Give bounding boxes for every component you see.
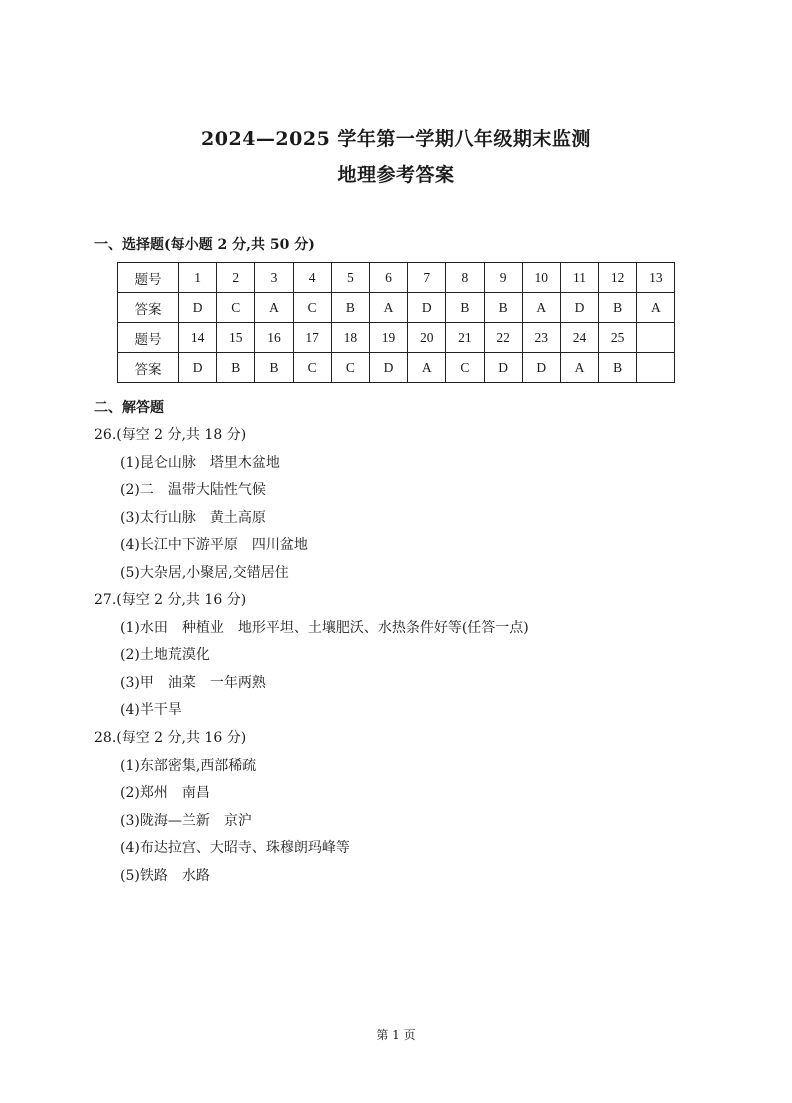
answer-cell: A	[522, 293, 560, 323]
row-label-number: 题号	[118, 323, 179, 353]
answer-cell: A	[408, 353, 446, 383]
answer-cell: D	[369, 353, 407, 383]
answer-line: (4)布达拉宫、大昭寺、珠穆朗玛峰等	[120, 840, 350, 856]
answer-cell: A	[637, 293, 675, 323]
question-number-cell: 16	[255, 323, 293, 353]
question-label: 26.(每空 2 分,共 18 分)	[94, 427, 247, 443]
question-number-cell: 14	[179, 323, 217, 353]
question-number-cell: 22	[484, 323, 522, 353]
question-number-cell: 13	[637, 263, 675, 293]
question-number-cell: 17	[293, 323, 331, 353]
question-label: 27.(每空 2 分,共 16 分)	[94, 592, 247, 608]
document-title: 2024—2025 学年第一学期八年级期末监测	[201, 128, 591, 150]
answer-line: (1)水田 种植业 地形平坦、土壤肥沃、水热条件好等(任答一点)	[120, 619, 529, 636]
answer-cell: D	[522, 353, 560, 383]
answer-line: (3)甲 油菜 一年两熟	[120, 674, 266, 691]
answer-line: (1)昆仑山脉 塔里木盆地	[120, 454, 280, 471]
answer-line: (2)郑州 南昌	[120, 785, 210, 801]
question-number-cell: 8	[446, 263, 484, 293]
answer-cell: C	[293, 293, 331, 323]
question-label: 28.(每空 2 分,共 16 分)	[94, 730, 247, 746]
document-subtitle: 地理参考答案	[337, 164, 455, 186]
table-row-numbers	[118, 323, 675, 353]
question-number-cell: 21	[446, 323, 484, 353]
table-row-answers	[118, 353, 675, 383]
row-label-number: 题号	[118, 263, 179, 293]
question-number-cell: 6	[369, 263, 407, 293]
question-number-cell: 20	[408, 323, 446, 353]
question-number-cell: 10	[522, 263, 560, 293]
answer-cell: B	[446, 293, 484, 323]
table-row-numbers	[118, 263, 675, 293]
row-label-answer: 答案	[118, 293, 179, 323]
page-number: 第 1 页	[376, 1028, 416, 1042]
row-label-answer: 答案	[118, 353, 179, 383]
answer-line: (2)土地荒漠化	[120, 647, 210, 663]
answer-cell: B	[484, 293, 522, 323]
answer-cell: A	[560, 353, 598, 383]
answer-line: (3)陇海—兰新 京沪	[120, 812, 252, 829]
answer-cell: B	[599, 293, 637, 323]
question-number-cell: 11	[560, 263, 598, 293]
question-number-cell: 5	[331, 263, 369, 293]
answer-cell: A	[369, 293, 407, 323]
answer-cell: C	[217, 293, 255, 323]
question-number-cell: 2	[217, 263, 255, 293]
question-number-cell: 25	[599, 323, 637, 353]
question-number-cell: 4	[293, 263, 331, 293]
answer-line: (1)东部密集,西部稀疏	[120, 757, 257, 774]
answer-line: (3)太行山脉 黄土高原	[120, 509, 266, 526]
question-number-cell: 18	[331, 323, 369, 353]
section-heading-answers: 二、解答题	[94, 400, 164, 416]
answer-cell: D	[179, 293, 217, 323]
answer-cell: B	[331, 293, 369, 323]
answer-cell: C	[446, 353, 484, 383]
answer-line: (2)二 温带大陆性气候	[120, 482, 266, 498]
answer-cell: D	[484, 353, 522, 383]
question-number-cell: 1	[179, 263, 217, 293]
answer-cell: B	[599, 353, 637, 383]
question-number-cell: 19	[369, 323, 407, 353]
answer-cell: D	[408, 293, 446, 323]
answer-cell: C	[293, 353, 331, 383]
question-number-cell: 15	[217, 323, 255, 353]
answer-cell	[637, 353, 675, 383]
answer-line: (4)半干旱	[120, 702, 182, 718]
answer-cell: C	[331, 353, 369, 383]
answer-line: (5)大杂居,小聚居,交错居住	[120, 564, 289, 581]
question-number-cell: 7	[408, 263, 446, 293]
answer-cell: D	[560, 293, 598, 323]
section-heading-choice: 一、选择题(每小题 2 分,共 50 分)	[94, 237, 315, 253]
table-row-answers	[118, 293, 675, 323]
answer-line: (5)铁路 水路	[120, 867, 210, 884]
question-number-cell: 24	[560, 323, 598, 353]
question-number-cell: 12	[599, 263, 637, 293]
answer-cell: D	[179, 353, 217, 383]
answer-cell: B	[217, 353, 255, 383]
answer-cell: A	[255, 293, 293, 323]
question-number-cell: 3	[255, 263, 293, 293]
question-number-cell: 23	[522, 323, 560, 353]
answer-table	[117, 262, 675, 383]
answer-cell: B	[255, 353, 293, 383]
answer-line: (4)长江中下游平原 四川盆地	[120, 537, 308, 553]
question-number-cell: 9	[484, 263, 522, 293]
question-number-cell	[637, 323, 675, 353]
